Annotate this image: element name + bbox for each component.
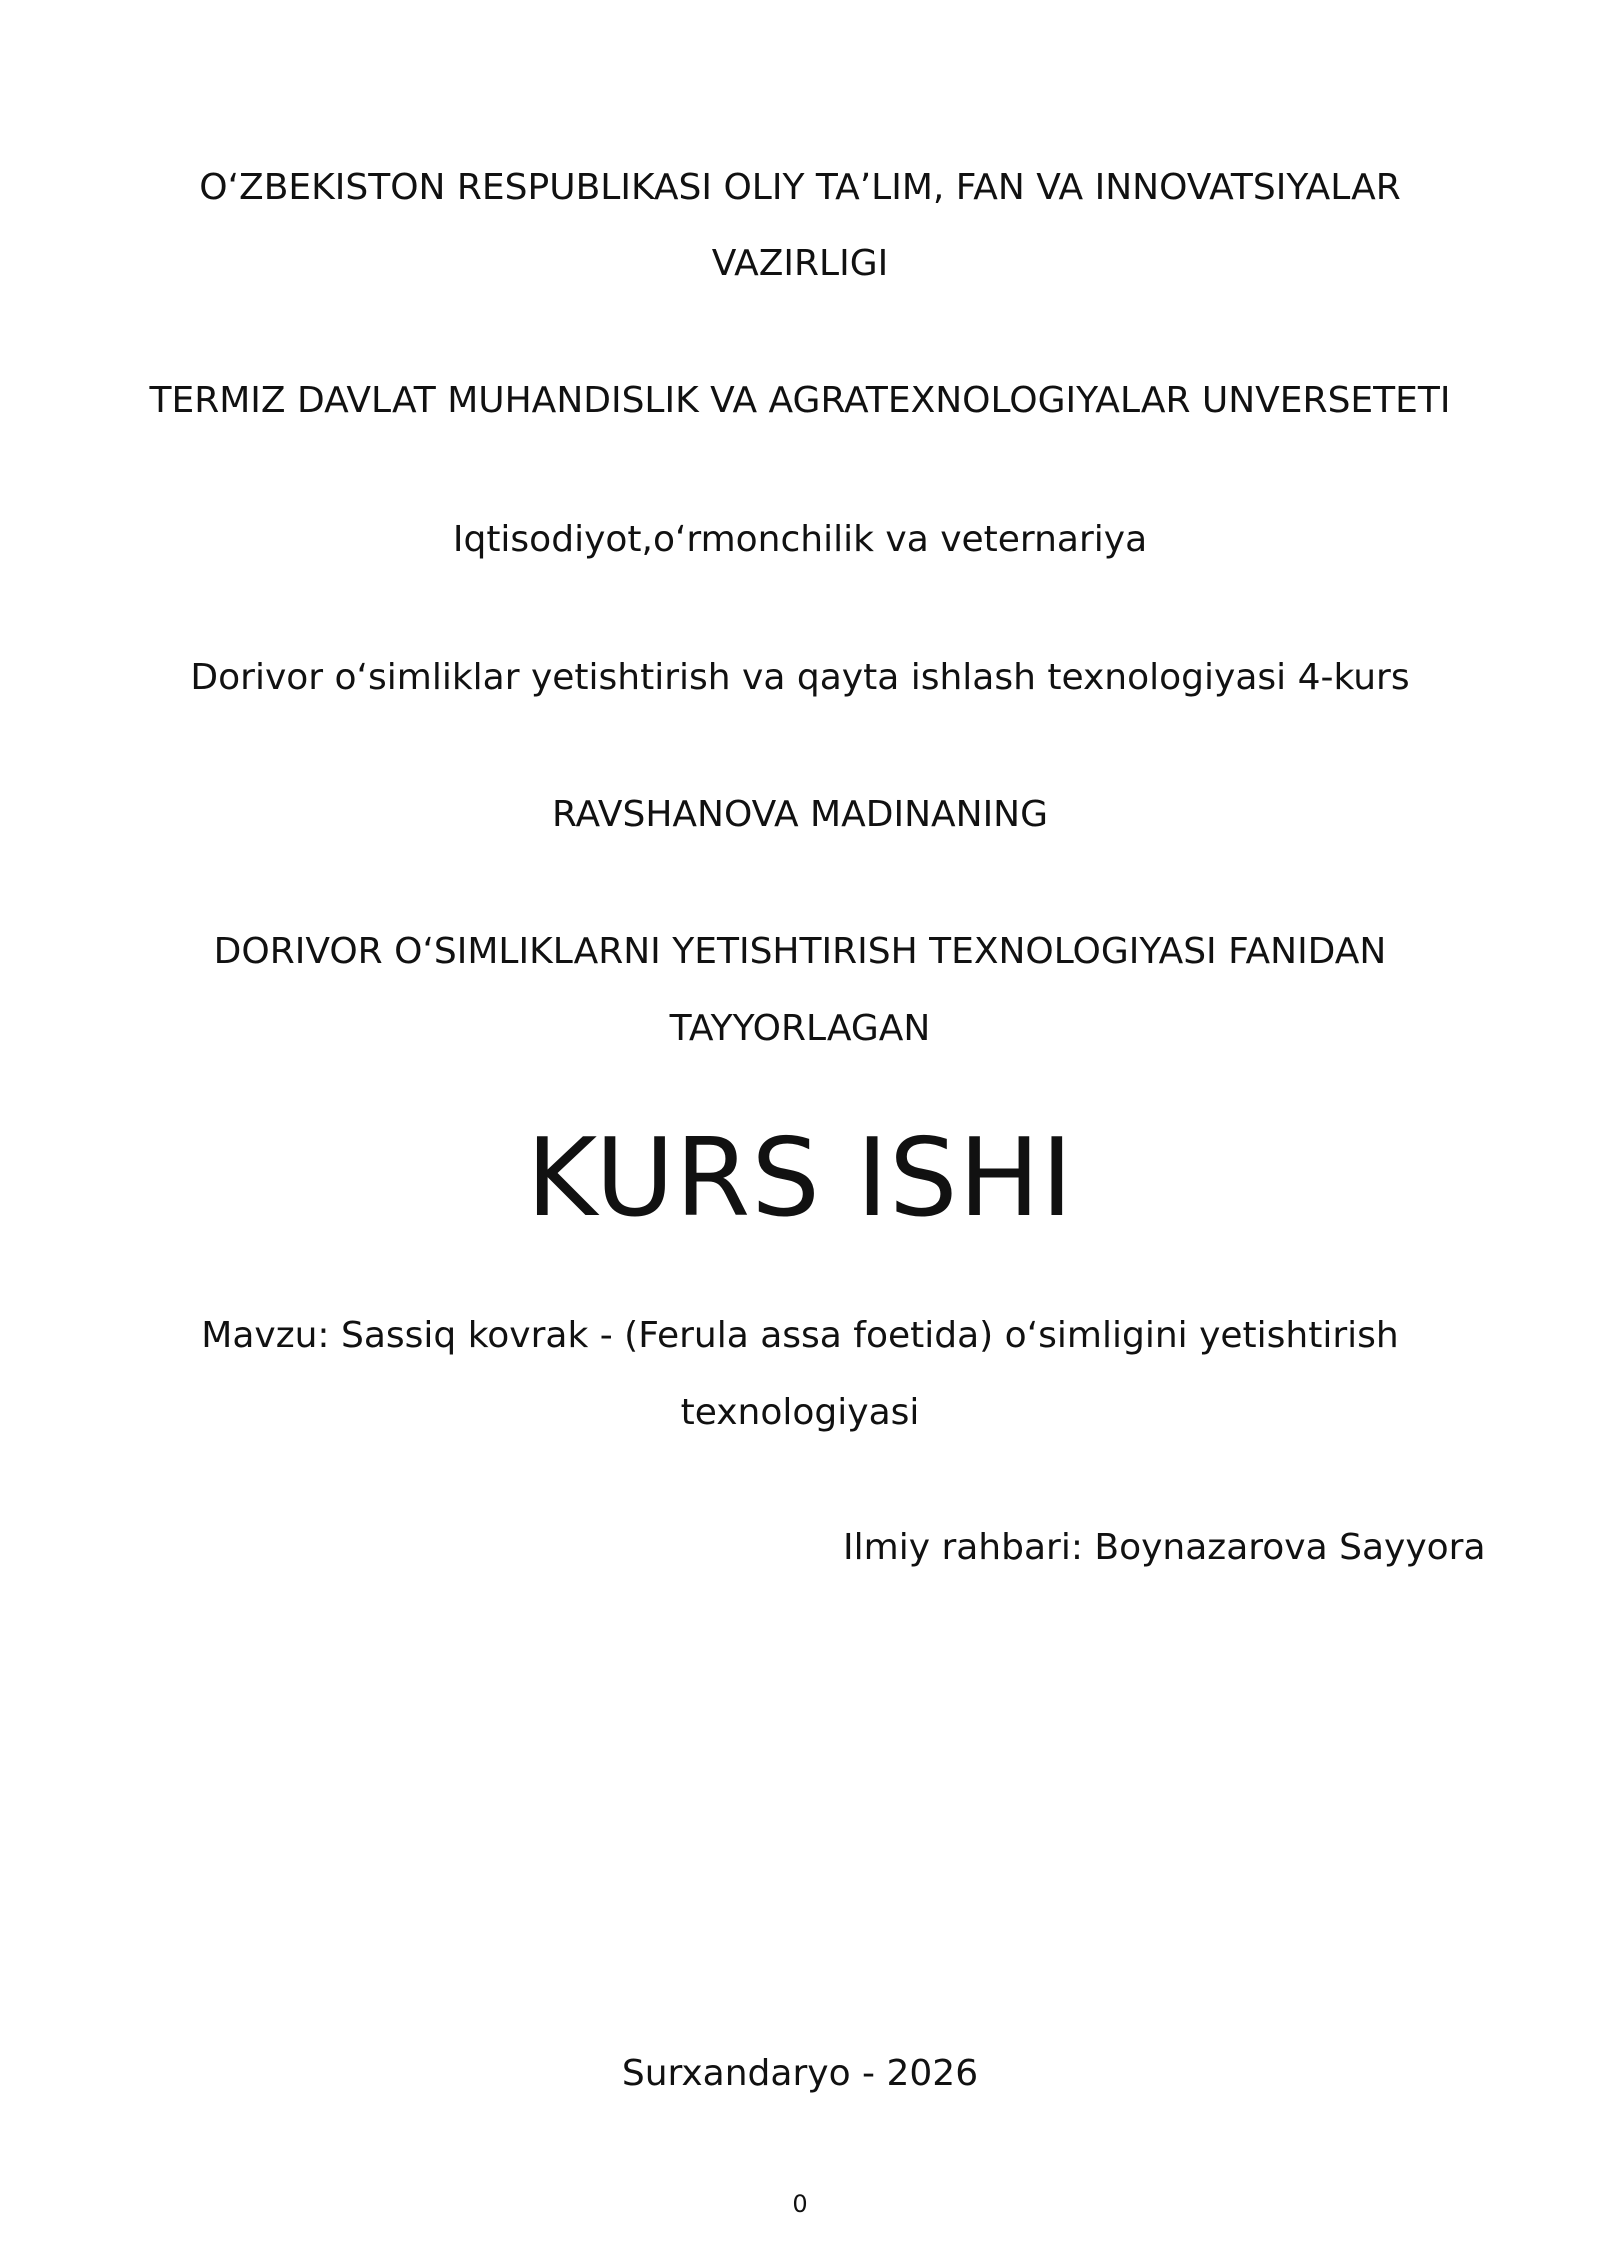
place-year: Surxandaryo - 2026 xyxy=(621,2053,979,2094)
supervisor: Ilmiy rahbari: Boynazarova Sayyora xyxy=(843,1527,1486,1568)
subject-line-1: DORIVOR O‘SIMLIKLARNI YETISHTIRISH TEXNOLOGIYASI FANIDAN xyxy=(213,931,1387,972)
subject-line-2: TAYYORLAGAN xyxy=(669,1008,931,1049)
document-type-title: KURS ISHI xyxy=(526,1116,1074,1241)
ministry-line-1: O‘ZBEKISTON RESPUBLIKASI OLIY TA’LIM, FAN VA INNOVATSIYALAR xyxy=(199,167,1401,208)
ministry-line-2: VAZIRLIGI xyxy=(711,243,889,284)
faculty-name: Iqtisodiyot,o‘rmonchilik va veternariya xyxy=(452,519,1148,560)
program-name: Dorivor o‘simliklar yetishtirish va qayta ishlash texnologiyasi 4-kurs xyxy=(190,657,1410,698)
topic-line-1: Mavzu: Sassiq kovrak - (Ferula assa foetida) o‘simligini yetishtirish xyxy=(201,1315,1399,1356)
university-name: TERMIZ DAVLAT MUHANDISLIK VA AGRATEXNOLOGIYALAR UNVERSETETI xyxy=(149,380,1451,421)
topic-line-2: texnologiyasi xyxy=(680,1392,920,1433)
student-name: RAVSHANOVA MADINANING xyxy=(551,794,1049,835)
page-number: 0 xyxy=(792,2190,808,2218)
